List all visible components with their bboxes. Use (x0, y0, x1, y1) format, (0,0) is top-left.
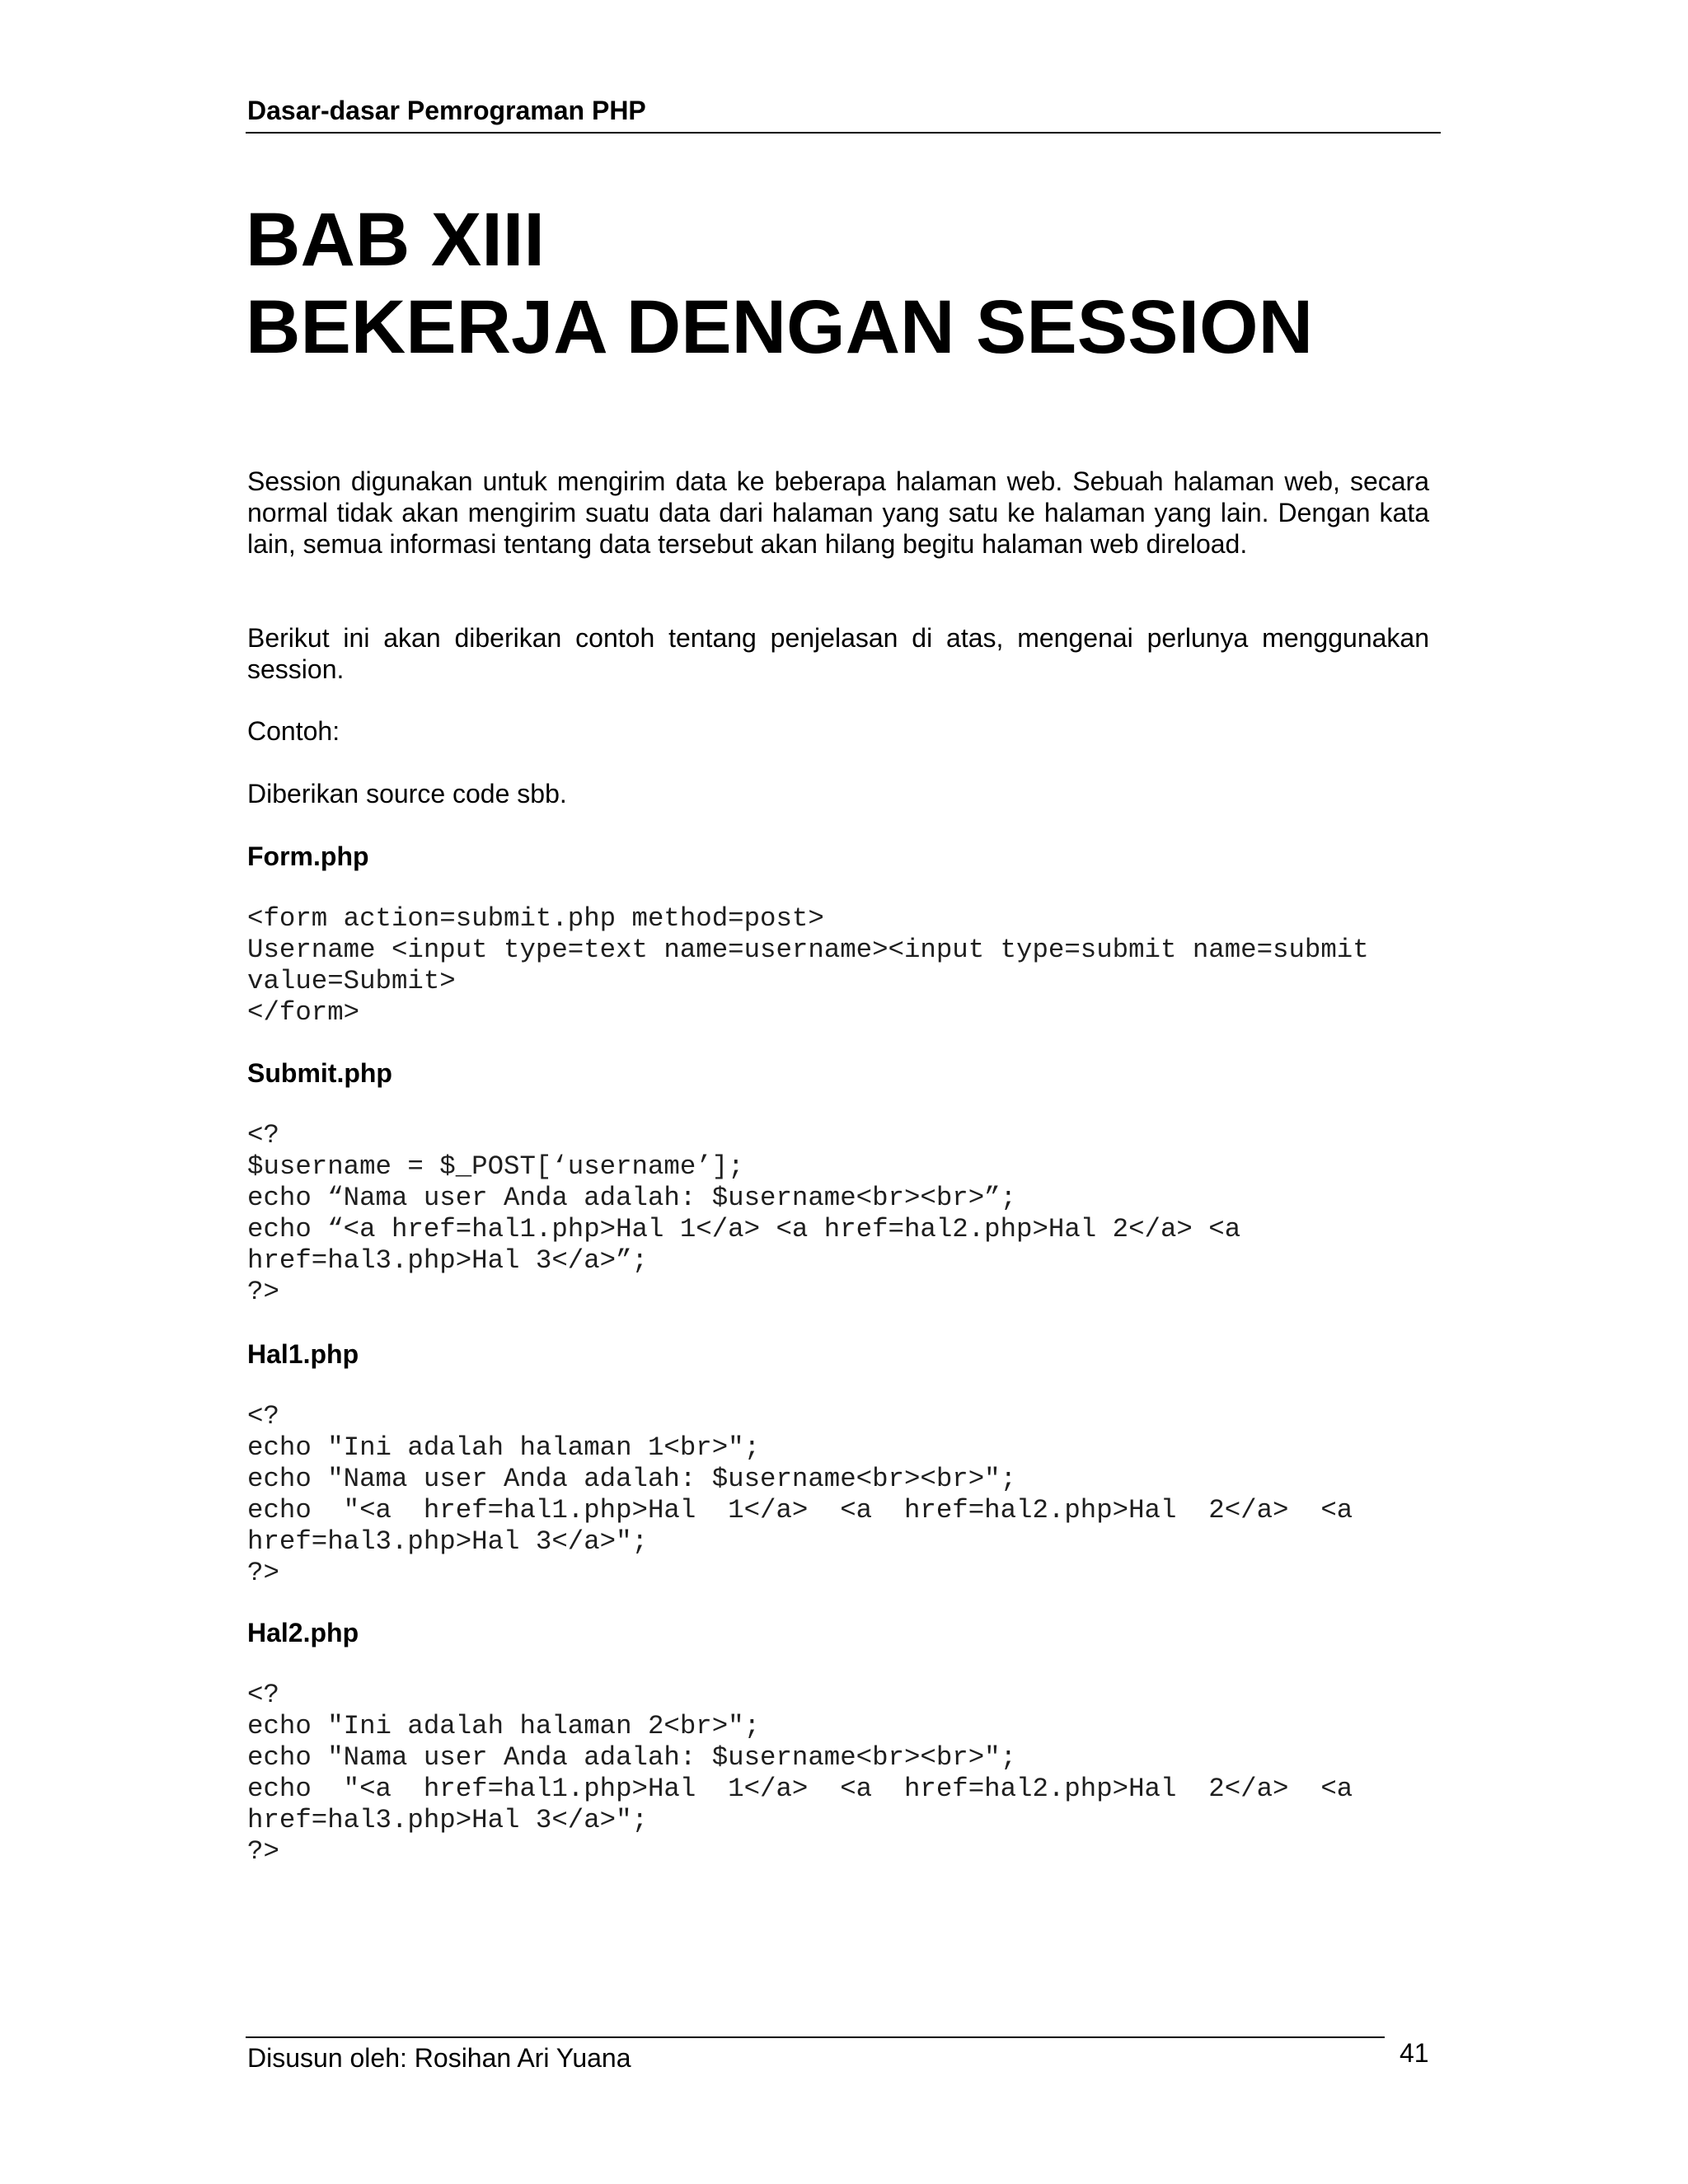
code-heading-submit: Submit.php (247, 1058, 392, 1088)
page-number: 41 (1400, 2038, 1429, 2068)
chapter-number: BAB XIII (246, 198, 545, 282)
code-line: href=hal3.php>Hal 3</a>"; (247, 1526, 648, 1557)
code-line: echo “Nama user Anda adalah: $username<br><br>”; (247, 1183, 1017, 1213)
code-line: $username = $_POST[‘username’]; (247, 1151, 744, 1182)
code-heading-hal2: Hal2.php (247, 1618, 359, 1647)
code-line: <? (247, 1120, 279, 1151)
code-line: ?> (247, 1558, 279, 1588)
code-block-hal1 (247, 1401, 1434, 1589)
code-line: </form> (247, 997, 360, 1028)
header-rule (246, 132, 1441, 134)
code-line: echo "Nama user Anda adalah: $username<br><br>"; (247, 1742, 1017, 1773)
footer-author: Disusun oleh: Rosihan Ari Yuana (247, 2043, 631, 2073)
code-heading-hal1: Hal1.php (247, 1339, 359, 1369)
code-block-submit (247, 1120, 1434, 1308)
code-block-form (247, 903, 1434, 1029)
example-label: Contoh: (247, 716, 340, 746)
code-block-hal2 (247, 1680, 1434, 1868)
code-line: echo "<a href=hal1.php>Hal 1</a> <a href=hal2.php>Hal 2</a> <a (247, 1495, 1353, 1526)
chapter-name: BEKERJA DENGAN SESSION (246, 285, 1314, 369)
code-line: echo "Nama user Anda adalah: $username<br><br>"; (247, 1464, 1017, 1494)
footer-rule (246, 2036, 1385, 2038)
code-line: echo "<a href=hal1.php>Hal 1</a> <a href=hal2.php>Hal 2</a> <a (247, 1774, 1353, 1804)
code-line: <form action=submit.php method=post> (247, 903, 824, 934)
running-header: Dasar-dasar Pemrograman PHP (247, 96, 646, 125)
code-line: echo "Ini adalah halaman 1<br>"; (247, 1432, 761, 1463)
code-line: href=hal3.php>Hal 3</a>"; (247, 1805, 648, 1835)
code-line: Username <input type=text name=username><input type=submit name=submit (247, 935, 1369, 965)
code-line: ?> (247, 1836, 279, 1867)
code-line: href=hal3.php>Hal 3</a>”; (247, 1245, 648, 1276)
chapter-title (246, 196, 1313, 371)
code-line: echo “<a href=hal1.php>Hal 1</a> <a href=hal2.php>Hal 2</a> <a (247, 1214, 1241, 1244)
example-intro-paragraph: Berikut ini akan diberikan contoh tentang penjelasan di atas, mengenai perlunya menggunakan session. (247, 623, 1429, 684)
source-intro: Diberikan source code sbb. (247, 779, 567, 808)
code-line: <? (247, 1401, 279, 1432)
code-heading-form: Form.php (247, 841, 369, 871)
intro-paragraph: Session digunakan untuk mengirim data ke beberapa halaman web. Sebuah halaman web, secara normal tidak akan mengirim suatu data dari halaman yang satu ke halaman yang lain. Dengan kata lain, semua informasi tentang data tersebut akan hilang begitu halaman web direload. (247, 466, 1429, 559)
code-line: ?> (247, 1277, 279, 1307)
code-line: value=Submit> (247, 966, 456, 996)
code-line: echo "Ini adalah halaman 2<br>"; (247, 1711, 761, 1741)
code-line: <? (247, 1680, 279, 1710)
